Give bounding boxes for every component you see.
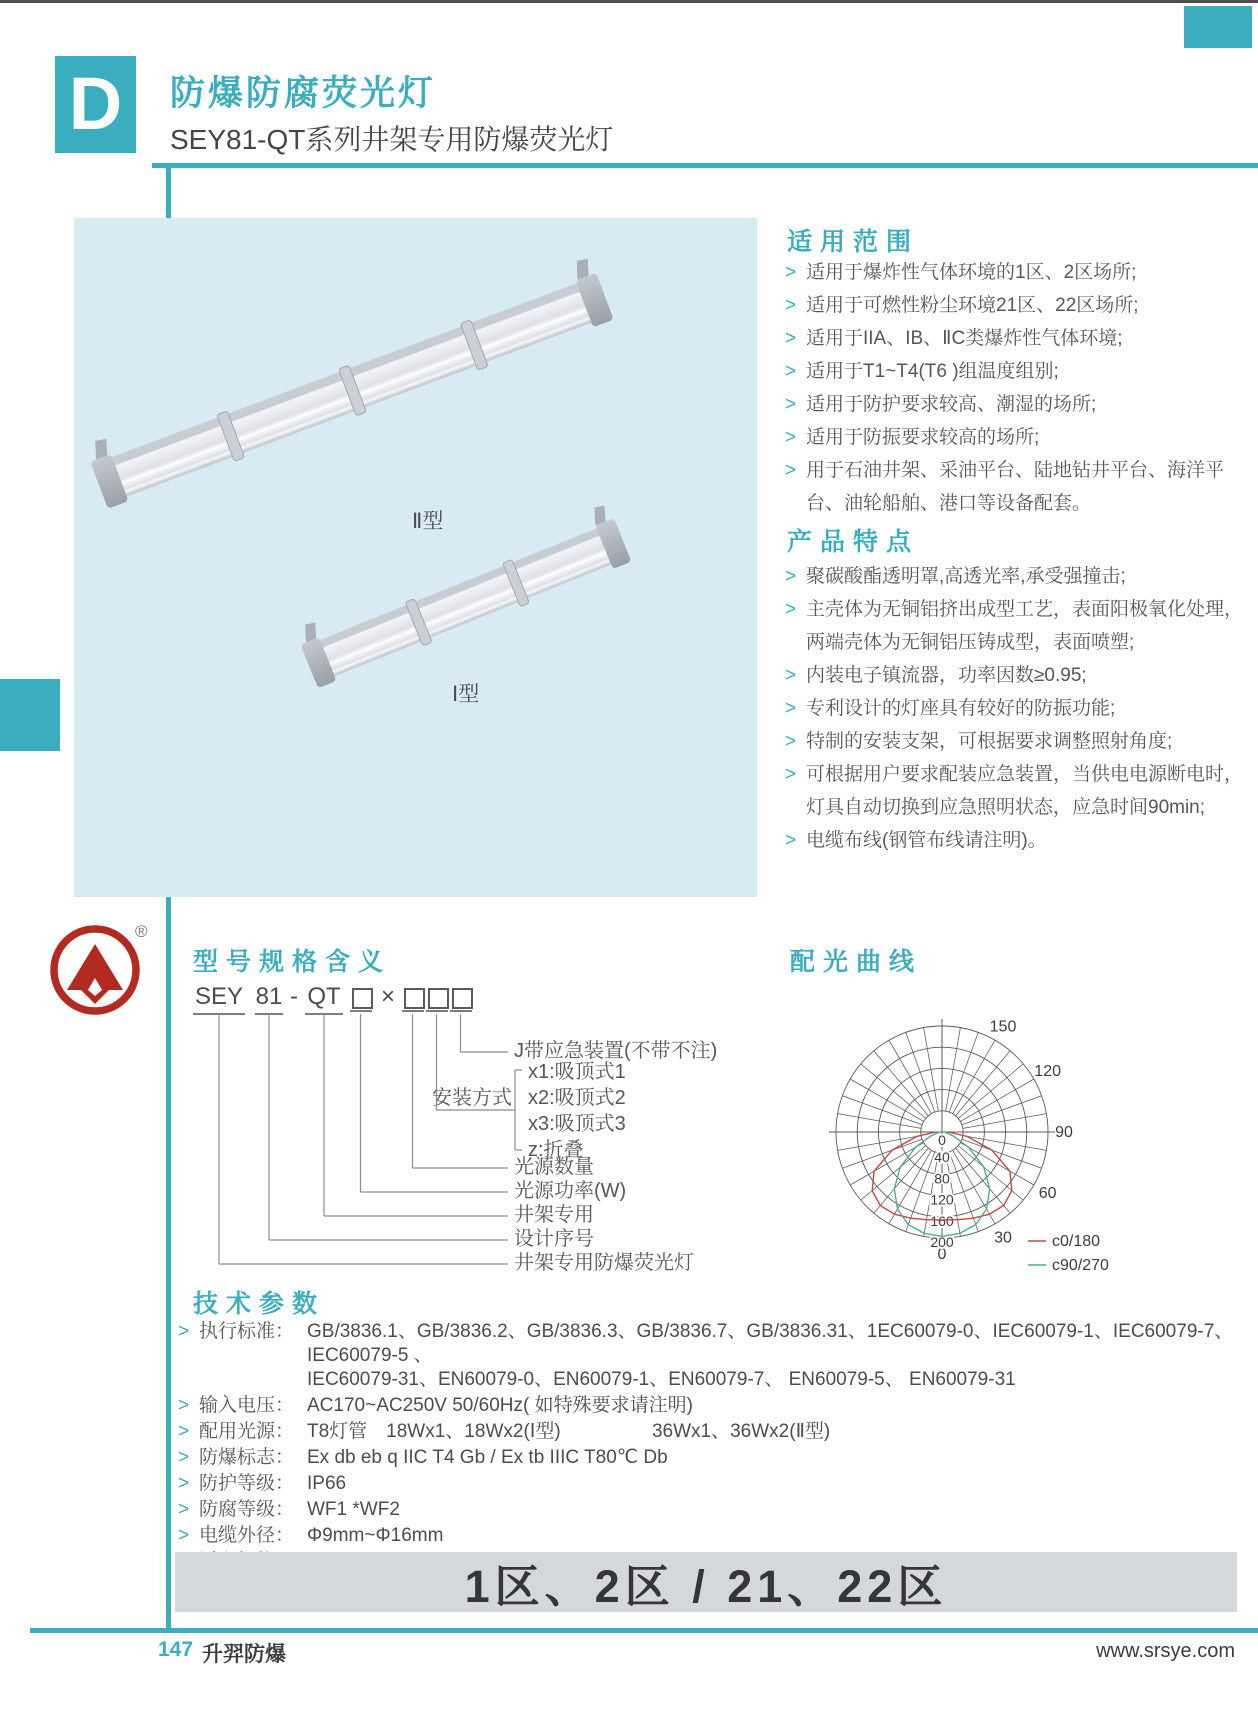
tech-value: IP66 — [307, 1473, 347, 1494]
model-box-power — [352, 988, 373, 1009]
features-heading: 产品特点 — [787, 528, 920, 556]
svg-text:40: 40 — [934, 1149, 950, 1166]
bullet-arrow: > — [178, 1473, 190, 1494]
photometric-polar-chart — [776, 1008, 1206, 1278]
lamp-type1-label: Ⅰ型 — [452, 683, 480, 706]
tech-value: T8灯管 18Wx1、18Wx2(Ⅰ型) 36Wx1、36Wx2(Ⅱ型) — [307, 1421, 831, 1442]
svg-text:0: 0 — [938, 1132, 946, 1148]
tech-label: 配用光源： — [199, 1421, 295, 1442]
bullet-arrow: > — [785, 394, 797, 415]
footer-rule — [30, 1628, 1258, 1633]
bullet-arrow: > — [785, 665, 797, 686]
underline — [450, 1010, 472, 1012]
list-item: > 聚碳酸酯透明罩,高透光率,承受强撞击; — [785, 560, 1258, 593]
bullet-arrow: > — [178, 1525, 190, 1546]
tech-row-voltage — [178, 1394, 1240, 1418]
svg-text:30: 30 — [994, 1229, 1012, 1247]
diagram-option: x1:吸顶式1 — [528, 1061, 626, 1083]
underline — [350, 1010, 372, 1012]
tech-row-standards — [178, 1320, 1240, 1392]
bullet-arrow: > — [785, 328, 797, 349]
tech-value: Ex db eb q IIC T4 Gb / Ex tb IIIC T80℃ Db — [307, 1447, 668, 1468]
diagram-label-source-count: 光源数量 — [514, 1156, 594, 1178]
svg-text:200: 200 — [930, 1234, 954, 1250]
svg-text:120: 120 — [1034, 1063, 1062, 1080]
list-item: > 内装电子镇流器，功率因数≥0.95; — [785, 659, 1258, 692]
lamp-type2-image — [84, 256, 614, 509]
diagram-label-design-serial: 设计序号 — [514, 1228, 594, 1250]
bullet-arrow: > — [785, 427, 797, 448]
tech-value: GB/3836.1、GB/3836.2、GB/3836.3、GB/3836.7、GB/3836.31、1EC60079-0、IEC60079-1、IEC60079-7、IEC60079-5 、 IEC60079-31、EN60079-0、EN60079-1、EN60079-7、 EN60079-5、 EN60079-31 — [307, 1321, 1234, 1390]
tech-heading: 技术参数 — [193, 1290, 326, 1318]
bullet-arrow: > — [785, 295, 797, 316]
bullet-arrow: > — [785, 731, 797, 752]
model-token-qt: QT — [305, 983, 343, 1015]
bullet-arrow: > — [785, 566, 797, 587]
list-item: > 主壳体为无铜铝挤出成型工艺，表面阳极氧化处理，两端壳体为无铜铝压铸成型，表面喷塑; — [785, 593, 1258, 659]
diagram-label-derrick: 井架专用 — [514, 1204, 594, 1226]
lamp-type1-image — [294, 502, 631, 688]
svg-text:60: 60 — [1038, 1185, 1057, 1202]
tech-label: 防护等级： — [199, 1473, 295, 1494]
tech-row-ip — [178, 1472, 1240, 1496]
tech-label: 电缆外径： — [199, 1525, 295, 1546]
lamp-type2-label: Ⅱ型 — [412, 510, 444, 533]
bullet-arrow: > — [785, 764, 797, 785]
bullet-arrow: > — [785, 698, 797, 719]
model-box-mounting — [428, 988, 449, 1009]
tech-label: 执行标准： — [199, 1321, 295, 1342]
bullet-arrow: > — [178, 1447, 190, 1468]
model-token-sey: SEY — [193, 983, 245, 1015]
list-item: > 适用于T1~T4(T6 )组温度组别; — [785, 355, 1258, 388]
bullet-arrow: > — [785, 262, 797, 283]
tech-params — [178, 1320, 1240, 1576]
list-item: > 特制的安装支架，可根据要求调整照射角度; — [785, 725, 1258, 758]
bullet-arrow: > — [785, 830, 797, 851]
model-token-multiply: × — [380, 983, 395, 1010]
bullet-arrow: > — [178, 1421, 190, 1442]
svg-text:120: 120 — [930, 1191, 954, 1208]
tech-value: AC170~AC250V 50/60Hz( 如特殊要求请注明) — [307, 1395, 693, 1416]
registered-mark: ® — [135, 922, 148, 941]
svg-text:150: 150 — [989, 1018, 1017, 1036]
scope-list — [785, 256, 1258, 520]
model-token-81: 81 — [255, 983, 283, 1015]
list-item: > 适用于可燃性粉尘环境21区、22区场所; — [785, 289, 1258, 322]
zone-banner: 1区、2区 / 21、22区 — [175, 1552, 1237, 1612]
underline — [426, 1010, 448, 1012]
tech-label: 输入电压： — [199, 1395, 295, 1416]
footer-brand: 升羿防爆 — [202, 1643, 286, 1666]
svg-text:90: 90 — [1055, 1124, 1073, 1141]
corner-tab — [1184, 6, 1252, 48]
model-box-count — [404, 988, 425, 1009]
svg-text:c90/270: c90/270 — [1052, 1257, 1109, 1274]
footer-website: www.srsye.com — [1096, 1640, 1235, 1662]
svg-text:c0/180: c0/180 — [1052, 1233, 1101, 1250]
tech-row-exmark — [178, 1446, 1240, 1470]
bullet-arrow: > — [178, 1499, 190, 1520]
tech-value: Φ9mm~Φ16mm — [307, 1525, 444, 1546]
page-title: 防爆防腐荧光灯 — [170, 74, 437, 113]
list-item: > 专利设计的灯座具有较好的防振功能; — [785, 692, 1258, 725]
svg-text:80: 80 — [934, 1170, 950, 1187]
diagram-label-emergency: J带应急装置(不带不注) — [514, 1040, 718, 1062]
tech-row-lightsource — [178, 1420, 1240, 1444]
list-item: > 电缆布线(钢管布线请注明)。 — [785, 824, 1258, 857]
tech-row-anticorrosion — [178, 1498, 1240, 1522]
bullet-arrow: > — [785, 599, 797, 620]
diagram-option: x2:吸顶式2 — [528, 1087, 626, 1109]
list-item: > 适用于防护要求较高、潮湿的场所; — [785, 388, 1258, 421]
tech-label: 防爆标志： — [199, 1447, 295, 1468]
diagram-label-full-name: 井架专用防爆荧光灯 — [514, 1252, 694, 1274]
list-item: > 适用于IIA、IB、ⅡC类爆炸性气体环境; — [785, 322, 1258, 355]
bullet-arrow: > — [785, 361, 797, 382]
diagram-label-mounting: 安装方式 — [432, 1087, 512, 1109]
diagram-option: z:折叠 — [528, 1139, 584, 1161]
model-box-emergency — [452, 988, 473, 1009]
product-photo-panel — [74, 218, 757, 897]
model-token-dash: - — [290, 983, 298, 1010]
section-letter-box: D — [55, 56, 136, 153]
modelspec-diagram — [170, 1014, 810, 1294]
photometric-heading: 配光曲线 — [790, 948, 923, 976]
header-rule — [152, 163, 1258, 168]
page-top-edge — [0, 0, 1258, 3]
list-item: > 适用于防振要求较高的场所; — [785, 421, 1258, 454]
lamp-photos — [74, 218, 757, 897]
tech-label: 防腐等级： — [199, 1499, 295, 1520]
page-subtitle: SEY81-QT系列井架专用防爆荧光灯 — [170, 124, 614, 155]
tech-row-cable — [178, 1524, 1240, 1548]
list-item: > 可根据用户要求配装应急装置，当供电电源断电时，灯具自动切换到应急照明状态，应急时间90min; — [785, 758, 1258, 824]
section-side-tab — [0, 679, 60, 751]
bullet-arrow: > — [785, 460, 797, 481]
tech-value: WF1 *WF2 — [307, 1499, 400, 1520]
features-list — [785, 560, 1258, 857]
underline — [402, 1010, 424, 1012]
list-item: > 适用于爆炸性气体环境的1区、2区场所; — [785, 256, 1258, 289]
scope-heading: 适用范围 — [787, 228, 920, 256]
diagram-option: x3:吸顶式3 — [528, 1113, 626, 1135]
modelspec-heading: 型号规格含义 — [193, 948, 392, 976]
diagram-label-source-power: 光源功率(W) — [514, 1180, 627, 1202]
svg-text:160: 160 — [930, 1212, 954, 1229]
bullet-arrow: > — [178, 1321, 190, 1342]
page-number: 147 — [158, 1638, 194, 1661]
bullet-arrow: > — [178, 1395, 190, 1416]
list-item: > 用于石油井架、采油平台、陆地钻井平台、海洋平台、油轮船舶、港口等设备配套。 — [785, 454, 1258, 520]
svg-text:0: 0 — [937, 1246, 947, 1263]
